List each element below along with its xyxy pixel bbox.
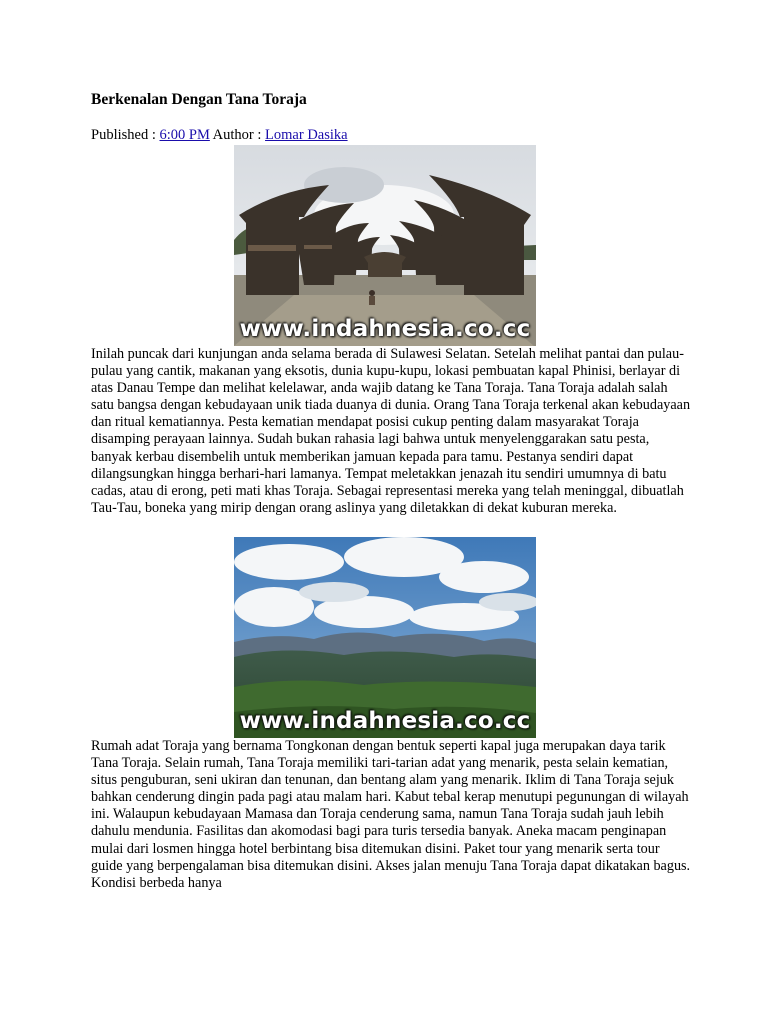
published-label: Published : bbox=[91, 127, 160, 143]
paragraph-2: Rumah adat Toraja yang bernama Tongkonan dengan bentuk seperti kapal juga merupakan daya tarik Tana Toraja. Selain rumah, Tana Toraja memiliki tari-tarian adat yang menarik, pesta selain kematian, situs penguburan, seni ukiran dan tenunan, dan bentang alam yang menarik. Iklim di Tana Toraja sejuk bahkan cenderung dingin pada pagi atau malam hari. Kabut tebal kerap menutupi pegunungan di wilayah ini. Walaupun kebudayaan Mamasa dan Toraja cenderung sama, namun Tana Toraja sudah jauh lebih dahulu mendunia. Fasilitas dan akomodasi bagi para turis tersedia banyak. Aneka macam penginapan mulai dari losmen hingga hotel berbintang bisa ditemukan disini. Paket tour yang menarik serta tour guide yang berpengalaman bisa ditemukan disini. Akses jalan menuju Tana Toraja dapat dikatakan bagus. Kondisi berbeda hanya bbox=[91, 738, 691, 891]
landscape-photo bbox=[234, 537, 536, 738]
published-time-link[interactable]: 6:00 PM bbox=[159, 127, 210, 143]
paragraph-1: Inilah puncak dari kunjungan anda selama berada di Sulawesi Selatan. Setelah melihat pantai dan pulau-pulau yang cantik, makanan yang eksotis, dunia kupu-kupu, lokasi pembuatan kapal Phinisi, berlayar di atas Danau Tempe dan melihat kelelawar, anda wajib datang ke Tana Toraja. Tana Toraja adalah salah satu bangsa dengan kebudayaan unik tiada duanya di dunia. Orang Tana Toraja terkenal akan kebudayaan dan ritual kematiannya. Pesta kematian mendapat posisi cukup penting dalam masyarakat Toraja disamping perayaan lainnya. Sudah bukan rahasia lagi bahwa untuk menyelenggarakan satu pesta, banyak kerbau disembelih untuk memberikan jamuan kepada para tamu. Pestanya sendiri dapat dilangsungkan hingga berhari-hari lamanya. Tempat meletakkan jenazah itu sendiri umumnya di batu cadas, atau di erong, peti mati khas Toraja. Sebagai representasi mereka yang telah meninggal, dibuatlah Tau-Tau, boneka yang mirip dengan orang aslinya yang diletakkan di dekat kuburan mereka. bbox=[91, 346, 691, 516]
image-watermark: www.indahnesia.co.cc bbox=[239, 708, 531, 734]
article-title: Berkenalan Dengan Tana Toraja bbox=[91, 91, 307, 108]
image-watermark: www.indahnesia.co.cc bbox=[239, 316, 531, 342]
tongkonan-photo bbox=[234, 145, 536, 346]
author-link[interactable]: Lomar Dasika bbox=[265, 127, 348, 143]
article-meta bbox=[91, 127, 348, 144]
author-label: Author : bbox=[209, 127, 266, 143]
